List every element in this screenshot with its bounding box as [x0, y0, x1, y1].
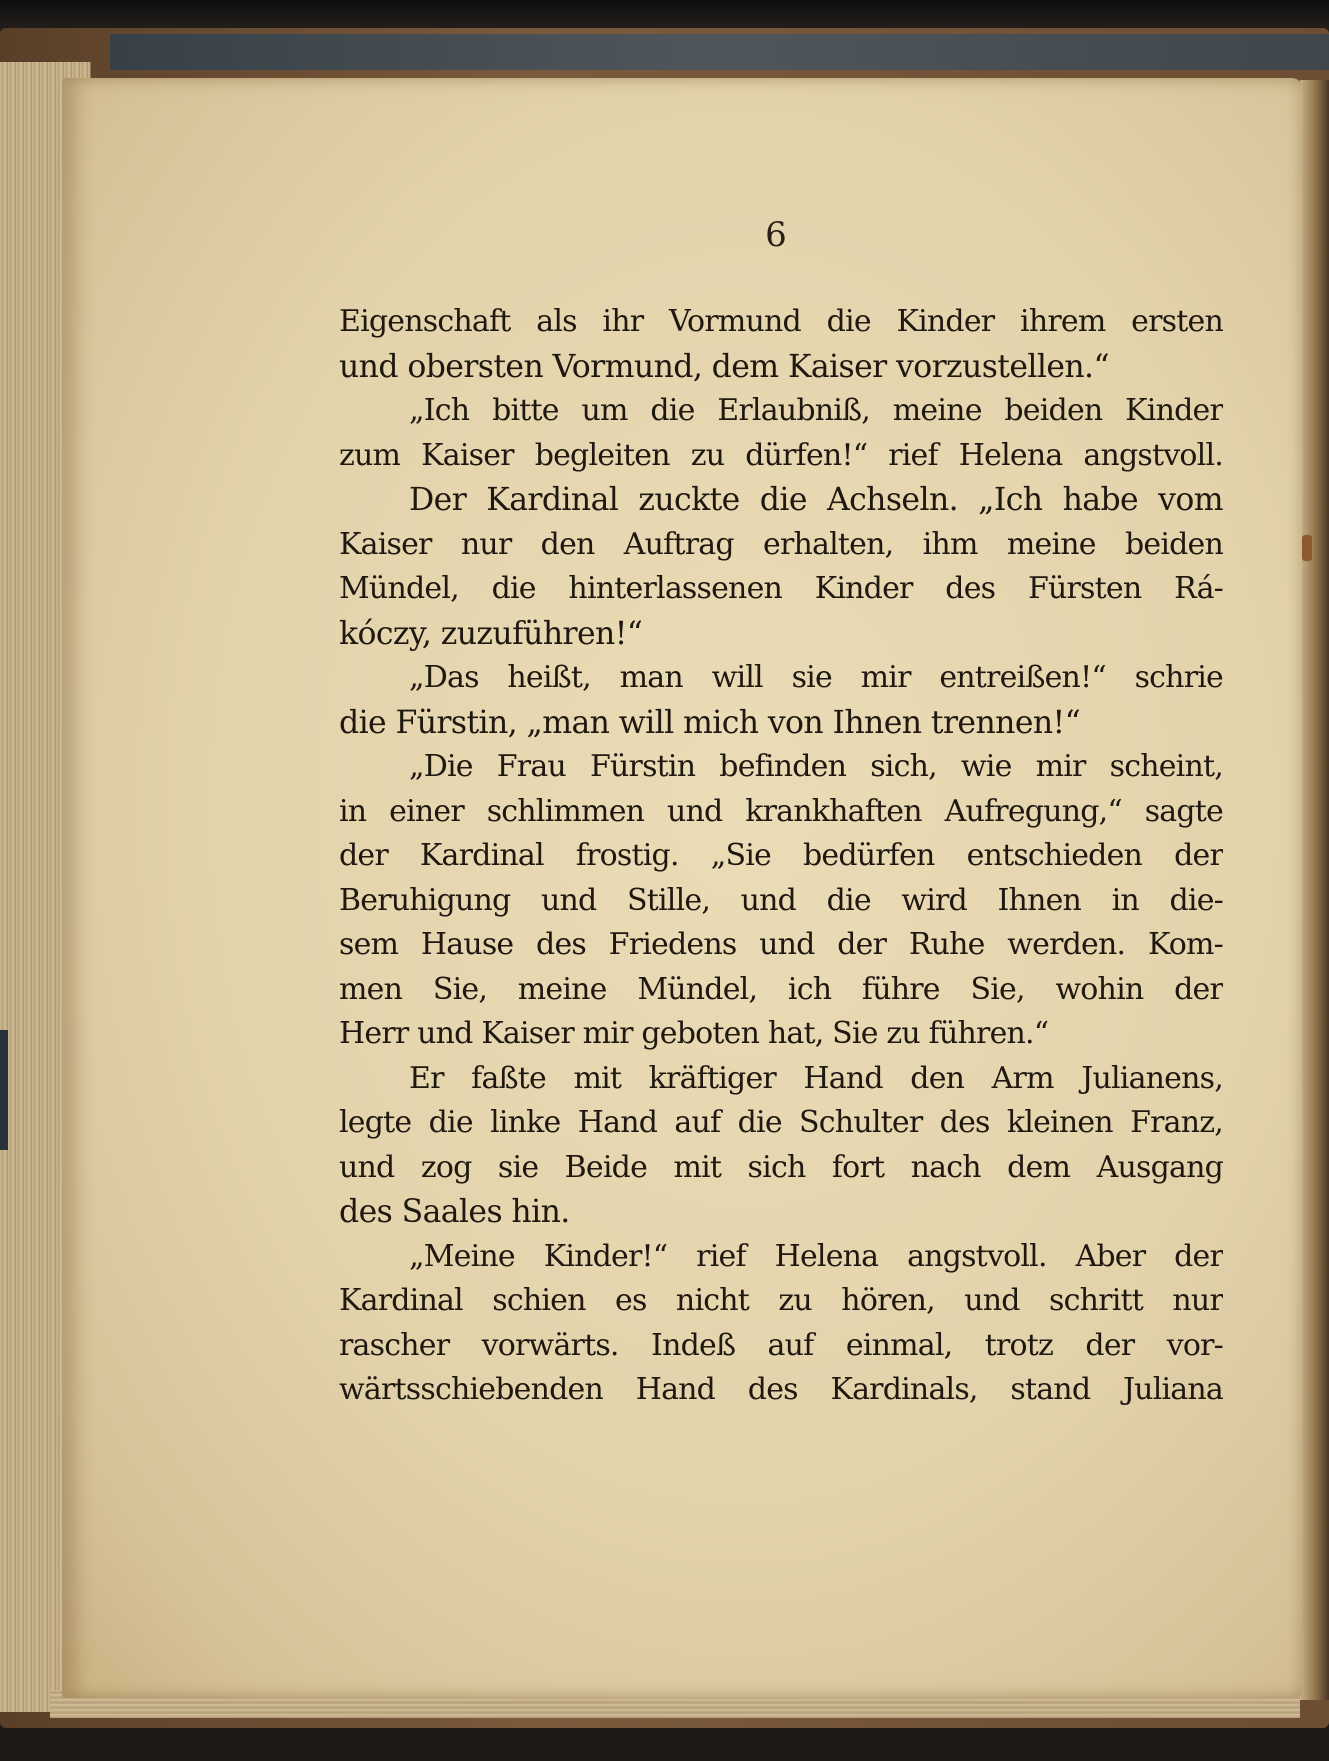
text-line: „Das heißt, man will sie mir entreißen!“ schrie — [409, 660, 1223, 695]
page-number: 6 — [765, 215, 787, 255]
text-line: rascher vorwärts. Indeß auf einmal, trotz der vor- — [339, 1327, 1223, 1363]
text-line: „Ich bitte um die Erlaubniß, meine beiden Kinder — [409, 393, 1223, 428]
text-line: Mündel, die hinterlassenen Kinder des Fürsten Rá- — [339, 571, 1223, 606]
text-line: Beruhigung und Stille, und die wird Ihnen in die- — [339, 882, 1223, 918]
text-line: und zog sie Beide mit sich fort nach dem Ausgang — [339, 1149, 1223, 1185]
right-page-edge — [1300, 80, 1329, 1700]
text-line: Der Kardinal zuckte die Achseln. „Ich habe vom — [409, 482, 1223, 518]
text-line: „Die Frau Fürstin befinden sich, wie mir scheint, — [409, 749, 1223, 784]
cover-spine-band — [110, 34, 1329, 70]
page-text — [339, 300, 1223, 1413]
text-line: wärtsschiebenden Hand des Kardinals, stand Juliana — [339, 1372, 1223, 1407]
text-line: und obersten Vormund, dem Kaiser vorzustellen.“ — [339, 348, 1109, 385]
text-line: men Sie, meine Mündel, ich führe Sie, wohin der — [339, 971, 1223, 1007]
right-tab-mark — [1302, 535, 1312, 561]
text-line: Eigenschaft als ihr Vormund die Kinder ihrem ersten — [339, 304, 1223, 339]
text-line: legte die linke Hand auf die Schulter des kleinen Franz, — [339, 1105, 1223, 1140]
text-line: „Meine Kinder!“ rief Helena angstvoll. Aber der — [409, 1238, 1223, 1274]
text-line: der Kardinal frostig. „Sie bedürfen entschieden der — [339, 838, 1223, 873]
text-line: Kardinal schien es nicht zu hören, und schritt nur — [339, 1283, 1223, 1318]
text-line: in einer schlimmen und krankhaften Aufregung,“ sagte — [339, 793, 1223, 829]
text-line: die Fürstin, „man will mich von Ihnen trennen!“ — [339, 704, 1081, 741]
text-line: sem Hause des Friedens und der Ruhe werden. Kom- — [339, 927, 1223, 962]
text-line: zum Kaiser begleiten zu dürfen!“ rief Helena angstvoll. — [339, 437, 1223, 473]
text-line: Herr und Kaiser mir geboten hat, Sie zu führen.“ — [339, 1016, 1049, 1051]
text-line: Er faßte mit kräftiger Hand den Arm Julianens, — [409, 1060, 1223, 1096]
text-line: Kaiser nur den Auftrag erhalten, ihm meine beiden — [339, 526, 1223, 562]
text-line: kóczy, zuzuführen!“ — [339, 615, 643, 652]
left-tab-mark — [0, 1030, 8, 1150]
text-line: des Saales hin. — [339, 1194, 570, 1230]
